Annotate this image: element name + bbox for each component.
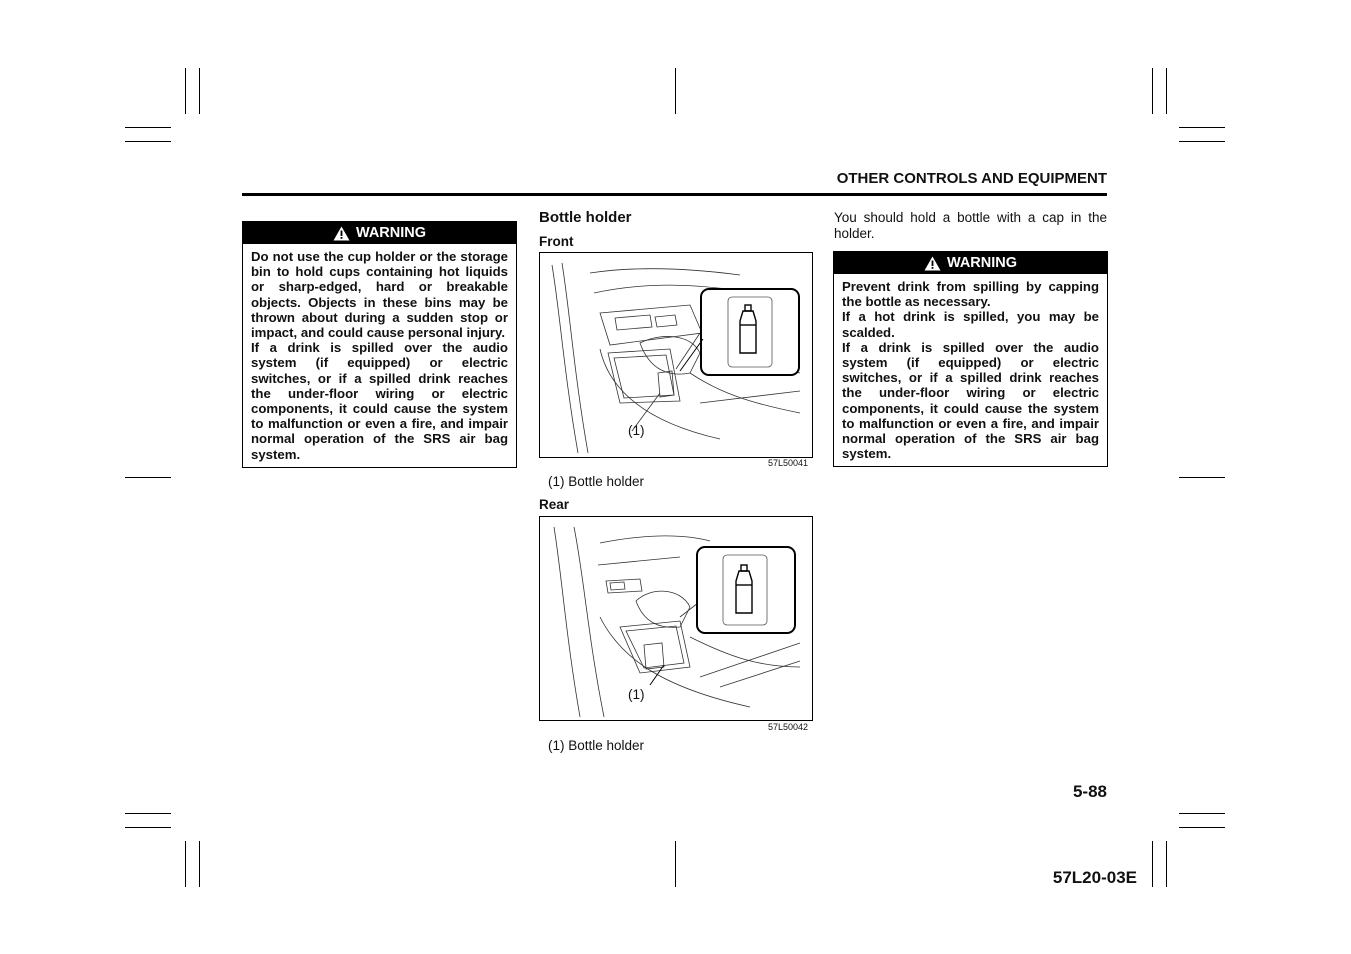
warning-paragraph: If a drink is spilled over the audio system (if equipped) or electric switches, or if a spilled drink reaches the under-floor wiring or electric components, it could cause the system to malfunction or even a fire, and impair normal operation of the SRS air bag system. [251,340,508,462]
warning-body [243,244,516,467]
rear-caption: (1) Bottle holder [548,738,645,753]
front-figure-code: 57L50041 [768,458,809,468]
warning-triangle-icon [333,226,350,241]
warning-box-right [833,251,1108,467]
warning-paragraph: If a hot drink is spilled, you may be scalded. [842,309,1099,340]
rear-bottle-holder-figure [539,516,813,721]
bottle-intro-text: You should hold a bottle with a cap in the holder. [834,210,1107,241]
document-code: 57L20-03E [1052,868,1137,887]
header-rule [242,193,1107,196]
warning-header [243,222,516,244]
warning-label: WARNING [355,225,427,241]
warning-header [834,252,1107,274]
front-door-illustration [540,253,812,457]
rear-callout-label: (1) [628,687,645,702]
warning-paragraph: If a drink is spilled over the audio system (if equipped) or electric switches, or if a spilled drink reaches the under-floor wiring or electric components, it could cause the system to malfunction or even a fire, and impair normal operation of the SRS air bag system. [842,339,1099,462]
front-callout-label: (1) [628,423,645,438]
warning-triangle-icon [924,256,941,271]
rear-label: Rear [539,497,570,512]
section-header-title: OTHER CONTROLS AND EQUIPMENT [836,170,1107,187]
warning-paragraph: Prevent drink from spilling by capping the bottle as necessary. [842,279,1099,310]
warning-box-left [242,221,517,468]
front-label: Front [539,234,574,249]
warning-paragraph: Do not use the cup holder or the storage bin to hold cups containing hot liquids or sharp-edged, hard or breakable objects. Objects in these bins may be thrown about during a sudden stop or impact, and could cause personal injury. [251,249,508,341]
rear-door-illustration [540,517,812,720]
front-bottle-holder-figure [539,252,813,458]
rear-figure-code: 57L50042 [768,722,809,732]
front-caption: (1) Bottle holder [548,474,645,489]
page-number: 5-88 [1072,782,1107,801]
warning-label: WARNING [946,255,1018,271]
bottle-holder-title: Bottle holder [539,209,632,226]
warning-body [834,274,1107,466]
